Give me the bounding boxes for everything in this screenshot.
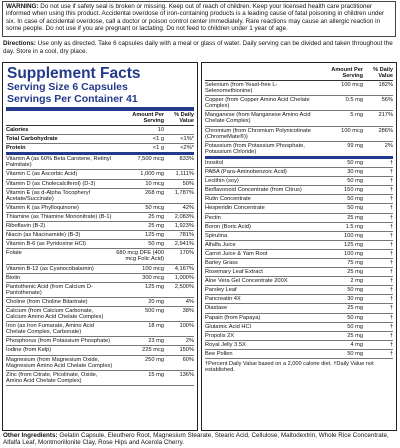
warning-text: Do not use if safety seal is broken or missing. Keep out of reach of children. Keep your licensed health care practitioner informed when using this product. Accidental overdose of iron-containing products is a leading cause of fatal poisoning in children under six. In case of accidental overdose, call a doctor or poison control center immediately. Rare reactions may cause an allergic reaction in some people. Do not use if you are pregnant or lactating. Do not feed to children under 1 year of age. [6,3,385,32]
dv-value: † [389,323,393,330]
facts-row [6,180,194,189]
dv-value: † [389,223,393,230]
dv-value: 100% [179,323,194,330]
facts-row [205,295,393,304]
facts-row [205,350,393,359]
dv-value: 833% [179,156,194,163]
nutrient-name: Spirulina [205,232,228,239]
dv-value: † [389,314,393,321]
facts-row [205,214,393,223]
nutrient-name: Vitamin A (as 60% Beta Carotene, Retinyl Palmitate) [6,156,111,169]
amount-value: 99 mg [347,142,363,149]
amount-value: 100 mg [344,250,363,257]
facts-header-right [205,66,393,81]
nutrient-name: Bee Pollen [205,350,233,357]
amount-value: 25 mg [347,269,363,276]
nutrient-name: Rutin Concentrate [205,196,251,203]
nutrient-name: Iron (as Iron Fumarate, Amino Acid Chelate Complex, Carbonate) [6,323,94,336]
dv-value: 2% [384,142,393,149]
serving-size: Serving Size 6 Capsules [7,81,128,93]
facts-row [205,250,393,259]
facts-row [6,274,194,283]
dv-value: 2,941% [174,241,194,248]
amount-value: 15 mg [148,371,164,378]
supplement-facts-right-panel [201,62,397,431]
amount-value: 50 mcg [145,204,164,211]
facts-row [6,170,194,179]
amount-value: 225 mcg [142,347,164,354]
amount-value: 1,000 mg [140,171,164,178]
dv-value: 1,000% [174,274,194,281]
supplement-facts-left-panel [2,62,198,431]
dv-value: 182% [378,82,393,88]
amount-value: 100 mcg [142,265,164,272]
facts-row [205,223,393,232]
dv-value: † [389,350,393,357]
nutrient-name: Niacin (as Niacinamide) (B-3) [6,232,81,239]
nutrient-name: Vitamin B-12 (as Cyanocobalamin) [6,265,94,272]
dv-value: 4% [185,298,194,305]
amount-value: 10 mcg [145,180,164,187]
nutrient-name: Biotin [6,274,21,281]
facts-header [6,111,194,126]
amount-value: 268 mg [145,189,164,196]
amount-value: <1 g [152,145,164,152]
dv-value: † [389,169,393,176]
facts-row [205,341,393,350]
facts-row [6,144,194,155]
facts-row [205,142,393,159]
amount-value: 50 mg [347,287,363,294]
amount-value: 50 mg [347,323,363,330]
nutrient-name: Royal Jelly 3.5X [205,341,246,348]
nutrient-name: Thiamine (as Thiamine Mononitrate) (B-1) [6,213,112,220]
facts-row [6,298,194,307]
nutrient-name: Carrot Juice & Yam Root [205,250,268,257]
servings-per-container: Servings Per Container 41 [7,92,138,105]
footnote: †Percent Daily Value based on a 2,000 calorie diet. †Daily Value not established. [205,361,374,374]
nutrient-name: Rosemary Leaf Extract [205,269,263,276]
amount-value: 20 mg [148,298,164,305]
amount-value: 25 mg [347,305,363,312]
nutrient-name: Glutamic Acid HCl [205,323,251,330]
facts-row [6,189,194,204]
dv-value: † [389,259,393,266]
amount-value: 30 mg [347,169,363,176]
facts-row [6,213,194,222]
facts-row [6,231,194,240]
dv-value: † [389,241,393,248]
amount-value: 25 mg [148,223,164,230]
facts-row [205,204,393,213]
nutrient-name: Lecithin (soy) [205,178,239,185]
amount-value: 50 mg [347,178,363,185]
nutrient-name: Folate [6,250,22,257]
facts-row [6,346,194,355]
nutrient-name: Calcium (from Calcium Carbonate, Calcium Amino Acid Chelate Complex) [6,307,104,321]
right-rows [202,81,396,359]
nutrient-name: Barley Grass [205,259,238,266]
nutrient-name: Alfalfa Juice [205,241,236,248]
other-text: Gelatin Capsule, Eleuthero Root, Magnesium Stearate, Stearic Acid, Cellulose, Maltodextrin, Whole Rice Concentrate, Alfalfa Leaf, Montmorillonite Clay, Rose Hips and Acerola Cherry. [3,432,389,447]
dv-value: 50% [182,180,194,187]
amount-value: 10 [157,127,164,133]
nutrient-name: Pancreatin 4X [205,296,241,303]
nutrient-name: Vitamin D (as Cholecalciferol) (D-3) [6,180,96,187]
dv-value: 60% [182,356,194,363]
nutrient-name: Total Carbohydrate [6,136,58,143]
directions [3,40,397,55]
nutrient-name: Zinc (from Citrate, Picolinate, Oxide, Amino Acid Chelate Complex) [6,371,98,384]
dv-value: <2%* [180,145,194,152]
amount-value: 300 mcg [142,274,164,281]
dv-value: 136% [179,371,194,378]
nutrient-name: Phosphorus (from Potassium Phosphate) [6,338,111,345]
amount-value: 50 mg [347,205,363,212]
dv-value: 56% [381,97,393,104]
directions-text: Use only as directed. Take 6 capsules daily with a meal or glass of water. Daily serving can be divided and taken throughout the day. Store in a cool, dry place. [3,40,393,55]
nutrient-name: Chromium (from Chromium Polynicotinate (ChromeMate®)) [205,127,311,140]
amount-value: 680 mcg DFE (400 mcg Folic Acid) [116,250,164,263]
facts-row [205,81,393,96]
facts-row [205,186,393,195]
nutrient-name: Calories [6,127,29,133]
dv-value: † [389,250,393,257]
amount-value: 1.5 mg [345,223,363,230]
dv-value: † [389,269,393,276]
amount-value: 150 mg [344,187,363,194]
amount-value: 125 mg [145,283,164,290]
dv-value: † [389,232,393,239]
facts-row [6,337,194,346]
amount-value: 75 mg [347,259,363,266]
warning-label: WARNING: [6,3,39,10]
facts-row [6,307,194,322]
dv-value: 1,787% [174,189,194,196]
dv-value: 217% [378,112,393,119]
nutrient-name: Vitamin E (as d-Alpha Tocopheryl Acetate/Succinate) [6,189,90,202]
dv-value: † [389,305,393,312]
dv-value: 38% [182,307,194,314]
amount-value: 100 mcg [341,82,363,88]
dv-header-right: % Daily Value [373,67,393,79]
nutrient-name: Riboflavin (B-2) [6,223,46,230]
nutrient-name: Papain (from Papaya) [205,314,261,321]
facts-row [6,155,194,170]
nutrient-name: Magnesium (from Magnesium Oxide, Magnesium Amino Acid Chelate Complex) [6,356,113,369]
dv-value: 781% [179,232,194,239]
dv-value: † [389,296,393,303]
amount-value: 25 mg [347,214,363,221]
nutrient-name: Pantothenic Acid (from Calcium D-Pantothenate) [6,283,93,296]
other-ingredients [3,432,397,447]
amount-header-right: Amount Per Serving [331,67,363,79]
facts-row [205,268,393,277]
facts-row [6,371,194,386]
amount-value: 100 mcg [341,127,363,134]
dv-value: <1%* [180,136,194,143]
amount-value: 5 mg [350,112,363,119]
amount-value: 50 mg [347,196,363,203]
facts-row [6,322,194,337]
facts-row [205,241,393,250]
nutrient-name: Propolis 2X [205,332,235,339]
facts-row [6,240,194,249]
dv-value: † [389,332,393,339]
amount-value: 125 mg [344,241,363,248]
dv-value: 2,500% [174,283,194,290]
facts-row [205,259,393,268]
dv-value: † [389,159,393,166]
nutrient-name: Vitamin B-6 (as Pyridoxine HCl) [6,241,86,248]
facts-row [205,195,393,204]
dv-value: 150% [179,347,194,354]
amount-value: 25 mg [347,332,363,339]
warning-box [2,1,396,37]
dv-value: † [389,178,393,185]
facts-row [205,159,393,168]
facts-row [205,232,393,241]
nutrient-name: Pectin [205,214,221,221]
nutrient-name: Vitamin C (as Ascorbic Acid) [6,171,78,178]
amount-value: 50 mg [148,241,164,248]
dv-value: 1,923% [174,223,194,230]
amount-value: 100 mg [344,232,363,239]
dv-value: 2% [185,338,194,345]
facts-row [6,356,194,371]
amount-value: 23 mg [148,338,164,345]
nutrient-name: Copper (from Copper Amino Acid Chelate Complex) [205,97,310,110]
nutrient-name: Selenium (from Yeast-free L-Selenomethionine) [205,82,278,95]
dv-value: 42% [182,204,194,211]
amount-value: 50 mg [347,159,363,166]
nutrient-name: Choline (from Choline Bitartrate) [6,298,88,305]
other-label: Other Ingredients: [3,432,58,439]
dv-value: 286% [378,127,393,134]
facts-row [6,283,194,298]
dv-value: † [389,205,393,212]
dv-header: % Daily Value [174,112,194,124]
dv-value: † [389,341,393,348]
amount-value: 18 mg [148,323,164,330]
nutrient-name: Diastase [205,305,228,312]
nutrient-name: Parsley Leaf [205,287,237,294]
facts-row [205,314,393,323]
dv-value: † [389,214,393,221]
amount-value: 30 mg [347,296,363,303]
amount-value: <1 g [152,136,164,143]
amount-value: 250 mg [145,356,164,363]
facts-row [205,127,393,142]
facts-row [205,332,393,341]
left-rows [3,126,197,386]
nutrient-name: Bioflavonoid Concentrate (from Citrus) [205,187,302,194]
amount-value: 50 mg [347,350,363,357]
nutrient-name: Manganese (from Manganese Amino Acid Chelate Complex) [205,112,311,125]
dv-value: † [389,278,393,285]
nutrient-name: Vitamin K (as Phylloquinone) [6,204,79,211]
facts-row [6,222,194,231]
nutrient-name: Inositol [205,159,224,166]
dv-value: † [389,187,393,194]
facts-row [205,304,393,313]
amount-header: Amount Per Serving [132,112,164,124]
facts-row [205,286,393,295]
amount-value: 2 mg [350,278,363,285]
facts-row [205,277,393,286]
directions-label: Directions: [3,40,36,47]
dv-value: 4,167% [174,265,194,272]
amount-value: 0.5 mg [345,97,363,104]
amount-value: 50 mg [347,314,363,321]
facts-title: Supplement Facts [7,65,141,82]
facts-row [205,177,393,186]
nutrient-name: Protein [6,145,26,152]
amount-value: 500 mg [145,307,164,314]
facts-row [205,168,393,177]
amount-value: 125 mg [145,232,164,239]
facts-row [6,265,194,274]
amount-value: 7,500 mcg [137,156,164,163]
amount-value: 4 mg [350,341,363,348]
amount-value: 25 mg [148,213,164,220]
facts-row [205,323,393,332]
dv-value: † [389,287,393,294]
nutrient-name: Hesperidin Concentrate [205,205,265,212]
nutrient-name: Aloe Vera Gel Concentrate 200X [205,278,288,285]
facts-row [6,204,194,213]
facts-row [205,96,393,111]
dv-value: 1,111% [175,171,194,178]
nutrient-name: Boron (Boric Acid) [205,223,251,230]
nutrient-name: Iodine (from Kelp) [6,347,52,354]
nutrient-name: PABA (Para-Aminobenzoic Acid) [205,169,287,176]
dv-value: 170% [179,250,194,257]
dv-value: 2,083% [174,213,194,220]
facts-row [6,135,194,144]
dv-value: † [389,196,393,203]
facts-row [205,111,393,126]
nutrient-name: Potassium (from Potassium Phosphate, Potassium Chloride) [205,142,305,155]
facts-row [6,126,194,135]
facts-row [6,249,194,264]
